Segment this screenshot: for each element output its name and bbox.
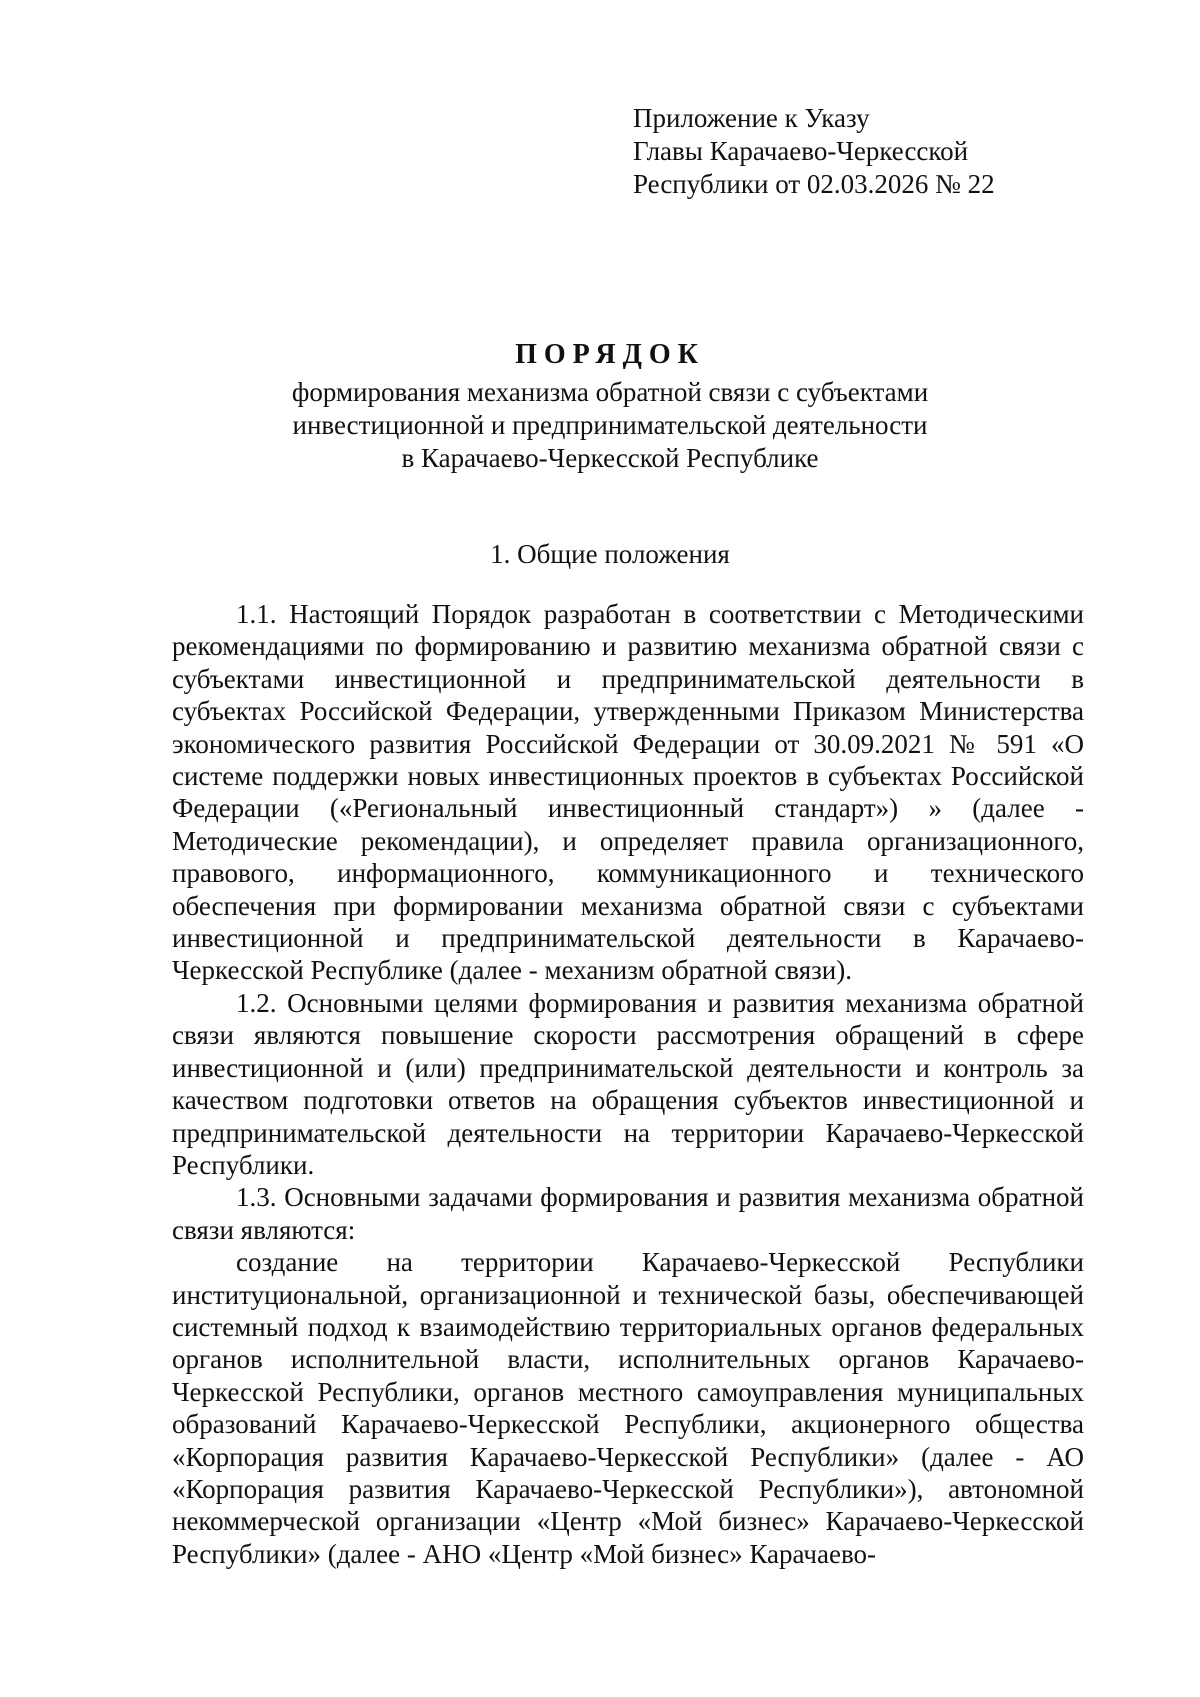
appendix-reference [633, 102, 995, 201]
paragraph-1-2: 1.2. Основными целями формирования и развития механизма обратной связи являются повышение скорости рассмотрения обращений в сфере инвестиционной и (или) предпринимательской деятельности и контроль за качеством подготовки ответов на обращения субъектов инвестиционной и предпринимательской деятельности на территории Карачаево-Черкесской Республики. [172, 987, 1084, 1180]
section-title: 1. Общие положения [490, 539, 730, 569]
appendix-line-1: Приложение к Указу [633, 103, 870, 133]
subtitle-line-1: формирования механизма обратной связи с субъектами [291, 377, 929, 407]
document-title: ПОРЯДОК [515, 339, 705, 370]
paragraph-task-1: создание на территории Карачаево-Черкесской Республики институциональной, организационной и технической базы, обеспечивающей системный подход к взаимодействию территориальных органов федеральных органов исполнительной власти, исполнительных органов Карачаево-Черкесской Республики, органов местного самоуправления муниципальных образований Карачаево-Черкесской Республики, акционерного общества «Корпорация развития Карачаево-Черкесской Республики» (далее - АО «Корпорация развития Карачаево-Черкесской Республики»), автономной некоммерческой организации «Центр «Мой бизнес» Карачаево-Черкесской Республики» (далее - АНО «Центр «Мой бизнес» Карачаево- [172, 1247, 1084, 1569]
appendix-line-3: Республики от 02.03.2026 № 22 [633, 169, 995, 199]
subtitle-line-3: в Карачаево-Черкесской Республике [401, 443, 819, 473]
document-heading [150, 338, 1070, 475]
subtitle-line-2: инвестиционной и предпринимательской деятельности [292, 410, 928, 440]
paragraph-1-1: 1.1. Настоящий Порядок разработан в соответствии с Методическими рекомендациями по формированию и развитию механизма обратной связи с субъектами инвестиционной и предпринимательской деятельности в субъектах Российской Федерации, утвержденными Приказом Министерства экономического развития Российской Федерации от 30.09.2021 № 591 «О системе поддержки новых инвестиционных проектов в субъектах Российской Федерации («Региональный инвестиционный стандарт») » (далее - Методические рекомендации), и определяет правила организационного, правового, информационного, коммуникационного и технического обеспечения при формировании механизма обратной связи с субъектами инвестиционной и предпринимательской деятельности в Карачаево-Черкесской Республике (далее - механизм обратной связи). [172, 599, 1084, 986]
paragraph-1-3: 1.3. Основными задачами формирования и развития механизма обратной связи являются: [172, 1182, 1084, 1245]
appendix-line-2: Главы Карачаево-Черкесской [633, 136, 969, 166]
document-body [172, 598, 1084, 1570]
